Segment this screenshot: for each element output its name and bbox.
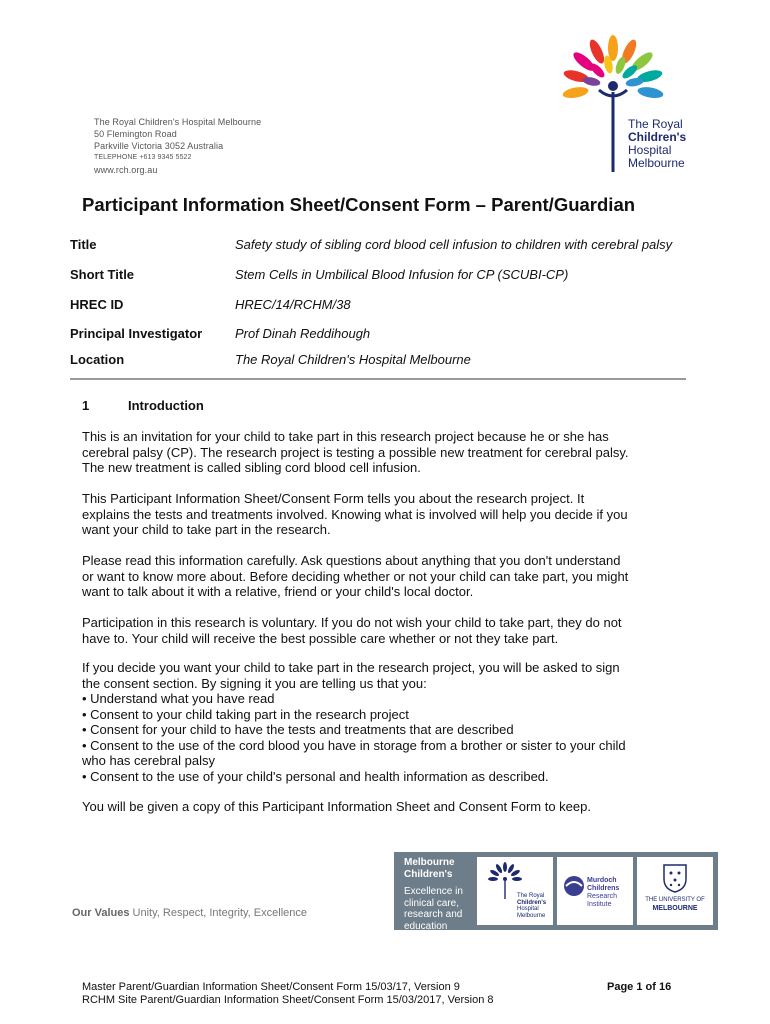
partner-rch-logo — [477, 857, 553, 925]
address-phone: TELEPHONE +613 9345 5522 — [94, 154, 192, 161]
bullet-item: • Consent to the use of the cord blood you have in storage from a brother or sister to your child — [82, 737, 626, 753]
text-line: or want to know more about. Before deciding whether or not your child can take part, you might — [82, 568, 629, 584]
text-line: This is an invitation for your child to take part in this research project because he or she has — [82, 429, 609, 444]
logo-line: Children's — [628, 130, 687, 144]
unimelb-line: THE UNIVERSITY OF — [645, 897, 705, 903]
section-title: Introduction — [128, 398, 204, 413]
values-text: Unity, Respect, Integrity, Excellence — [132, 907, 307, 919]
partner-unimelb-logo — [637, 857, 713, 925]
meta-hrec-value: HREC/14/RCHM/38 — [235, 297, 351, 312]
paragraph-consent — [82, 660, 697, 784]
paragraph-voluntary — [82, 615, 697, 646]
footer-line: Master Parent/Guardian Information Sheet/Consent Form 15/03/17, Version 9 — [82, 981, 460, 993]
meta-title-label: Title — [70, 237, 97, 252]
text-line: explains the tests and treatments involved. Knowing what is involved will help you decide if you — [82, 506, 628, 522]
meta-pi-label: Principal Investigator — [70, 326, 203, 341]
banner-line: education — [404, 920, 448, 932]
meta-location-value: The Royal Children's Hospital Melbourne — [235, 352, 471, 367]
section-divider — [70, 378, 686, 380]
banner-line: research and — [404, 909, 463, 920]
meta-hrec-label: HREC ID — [70, 297, 124, 312]
document-title: Participant Information Sheet/Consent Form – Parent/Guardian — [82, 194, 636, 215]
logo-line: Hospital — [628, 143, 672, 157]
text-line: Participation in this research is voluntary. If you do not wish your child to take part, they do not — [82, 615, 622, 630]
text-line: The new treatment is called sibling cord blood cell infusion. — [82, 460, 421, 475]
unimelb-crest-icon — [662, 863, 688, 893]
text-line: cerebral palsy (CP). The research project is testing a possible new treatment for cerebral palsy. — [82, 444, 629, 460]
address-line: The Royal Children's Hospital Melbourne — [94, 117, 262, 127]
meta-location-label: Location — [70, 352, 125, 367]
paragraph-copy — [82, 799, 697, 815]
text-line: Please read this information carefully. Ask questions about anything that you don't understand — [82, 553, 621, 568]
meta-short-title-label: Short Title — [70, 267, 135, 282]
values-line — [72, 907, 307, 919]
footer-version-info — [82, 981, 494, 1007]
mcri-line: Murdoch — [587, 877, 617, 884]
banner-campus-text — [404, 857, 463, 932]
meta-title-value: Safety study of sibling cord blood cell infusion to children with cerebral palsy — [235, 237, 673, 252]
text-line: the consent section. By signing it you are telling us that you: — [82, 675, 427, 691]
rch-small-line: Melbourne — [517, 912, 546, 919]
banner-name: Children's — [404, 868, 453, 880]
mcri-line: Research — [587, 893, 617, 900]
hospital-address — [94, 116, 261, 176]
unimelb-wordmark — [641, 897, 709, 913]
text-line: want to talk about it with a relative, friend or your child's local doctor. — [82, 584, 474, 599]
banner-name: Melbourne — [404, 857, 455, 868]
paragraph-read-carefully — [82, 553, 697, 600]
text-line: who has cerebral palsy — [82, 753, 215, 768]
values-label: Our Values — [72, 907, 130, 919]
bullet-item: • Consent to your child taking part in the research project — [82, 706, 409, 722]
paragraph-about-form — [82, 491, 697, 538]
bullet-item: • Consent to the use of your child's personal and health information as described. — [82, 768, 549, 784]
unimelb-line: MELBOURNE — [652, 904, 698, 912]
banner-line: Excellence in — [404, 886, 463, 897]
mcri-wordmark — [587, 877, 619, 909]
partner-mcri-logo — [557, 857, 633, 925]
page-number: Page 1 of 16 — [607, 981, 672, 993]
address-line: Parkville Victoria 3052 Australia — [94, 141, 224, 151]
paragraph-invitation — [82, 429, 697, 476]
footer-line: RCHM Site Parent/Guardian Information Sheet/Consent Form 15/03/2017, Version 8 — [82, 994, 494, 1006]
bullet-item: • Understand what you have read — [82, 691, 275, 706]
mcri-line: Institute — [587, 901, 612, 908]
address-website: www.rch.org.au — [94, 165, 158, 175]
rch-small-line: Hospital — [517, 906, 539, 912]
text-line: This Participant Information Sheet/Consent Form tells you about the research project. It — [82, 491, 585, 506]
logo-line: The Royal — [628, 117, 683, 131]
address-line: 50 Flemington Road — [94, 129, 177, 139]
rch-small-line: The Royal — [517, 893, 545, 899]
logo-line: Melbourne — [628, 156, 685, 170]
rch-small-wordmark — [517, 893, 546, 919]
meta-pi-value: Prof Dinah Reddihough — [235, 326, 371, 341]
section-number: 1 — [82, 398, 90, 413]
rch-logo-wordmark — [628, 118, 686, 170]
text-line: want your child to take part in the research. — [82, 522, 331, 537]
meta-short-title-value: Stem Cells in Umbilical Blood Infusion for CP (SCUBI-CP) — [235, 267, 569, 282]
text-line: have to. Your child will receive the best possible care whether or not they take part. — [82, 630, 559, 646]
text-line: If you decide you want your child to take part in the research project, you will be asked to sign — [82, 660, 620, 675]
mcri-line: Childrens — [587, 885, 620, 892]
mcri-circle-icon — [563, 875, 585, 897]
bullet-item: • Consent for your child to have the tests and treatments that are described — [82, 722, 514, 737]
banner-line: clinical care, — [404, 897, 460, 909]
rch-small-line: Children's — [517, 899, 547, 906]
text-line: You will be given a copy of this Participant Information Sheet and Consent Form to keep. — [82, 799, 591, 814]
